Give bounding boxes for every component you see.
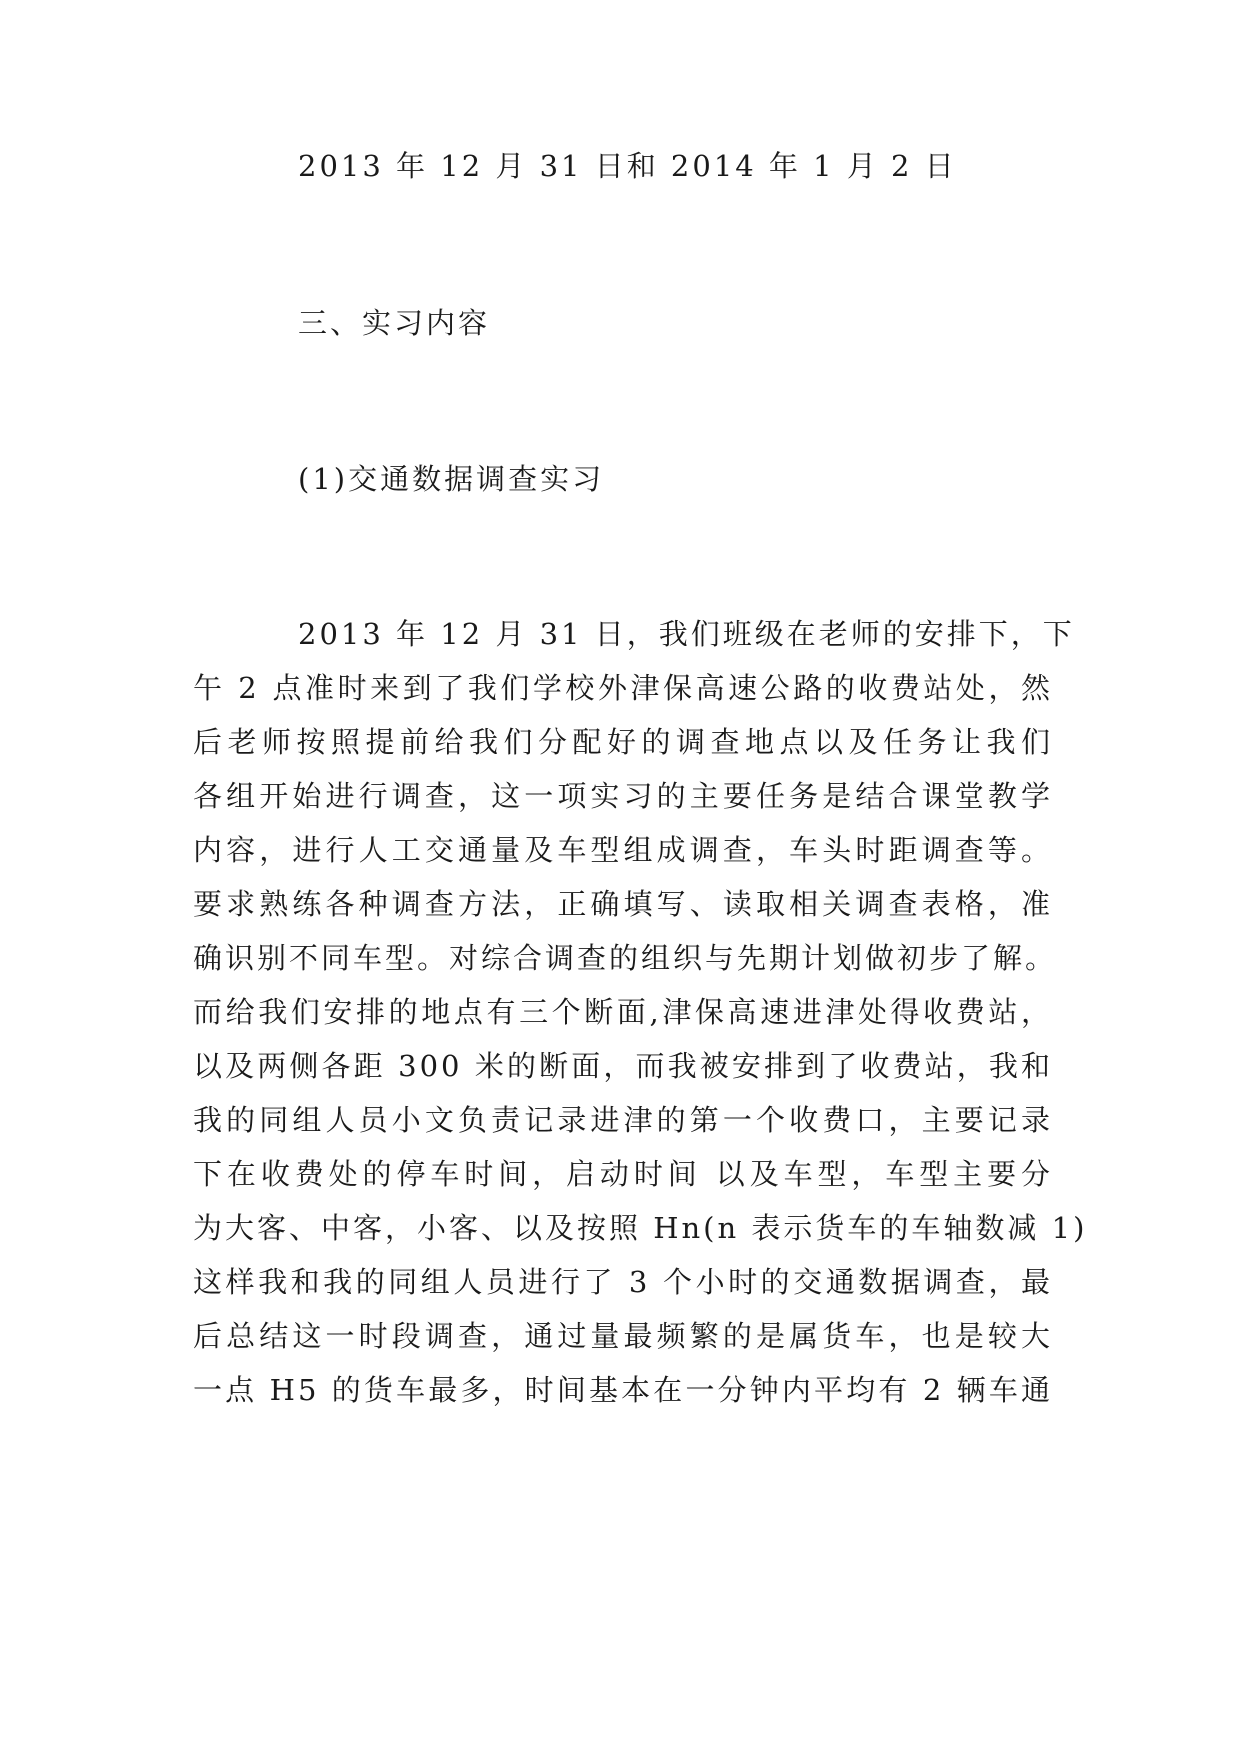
paragraph-line: 为大客、中客，小客、以及按照 Hn(n 表示货车的车轴数减 1) [193, 1211, 1088, 1245]
subsection-heading: (1)交通数据调查实习 [298, 462, 605, 496]
date-line: 2013 年 12 月 31 日和 2014 年 1 月 2 日 [298, 149, 957, 183]
paragraph-line: 这样我和我的同组人员进行了 3 个小时的交通数据调查，最 [193, 1265, 1053, 1299]
paragraph-line: 2013 年 12 月 31 日，我们班级在老师的安排下，下 [298, 617, 1075, 651]
paragraph-line: 一点 H5 的货车最多，时间基本在一分钟内平均有 2 辆车通 [193, 1373, 1053, 1407]
paragraph-line: 后老师按照提前给我们分配好的调查地点以及任务让我们 [193, 725, 1053, 759]
paragraph-line: 各组开始进行调查，这一项实习的主要任务是结合课堂教学 [193, 779, 1053, 813]
section-heading: 三、实习内容 [298, 306, 491, 340]
paragraph-line: 以及两侧各距 300 米的断面，而我被安排到了收费站，我和 [193, 1049, 1053, 1083]
paragraph-line: 我的同组人员小文负责记录进津的第一个收费口，主要记录 [193, 1103, 1053, 1137]
paragraph-line: 确识别不同车型。对综合调查的组织与先期计划做初步了解。 [193, 941, 1058, 975]
paragraph-line: 后总结这一时段调查，通过量最频繁的是属货车，也是较大 [193, 1319, 1053, 1353]
paragraph-line: 而给我们安排的地点有三个断面,津保高速进津处得收费站， [193, 995, 1053, 1029]
paragraph-line: 内容，进行人工交通量及车型组成调查，车头时距调查等。 [193, 833, 1053, 867]
paragraph-line: 要求熟练各种调查方法，正确填写、读取相关调查表格，准 [193, 887, 1053, 921]
paragraph-line: 下在收费处的停车时间，启动时间 以及车型，车型主要分 [193, 1157, 1053, 1191]
paragraph-line: 午 2 点准时来到了我们学校外津保高速公路的收费站处，然 [193, 671, 1053, 705]
